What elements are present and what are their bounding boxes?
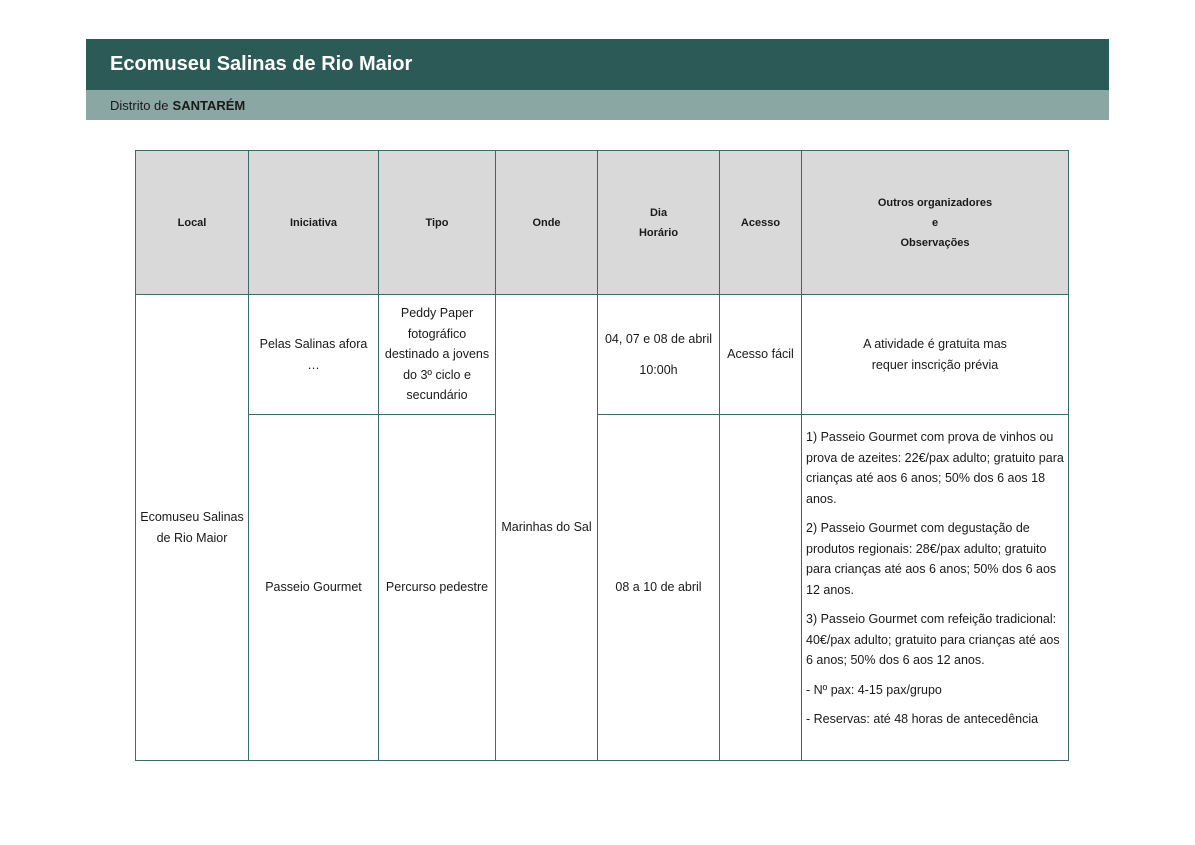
cell-dia: 04, 07 e 08 de abril	[604, 332, 713, 346]
note-item: - Reservas: até 48 horas de antecedência	[806, 712, 1039, 726]
cell-tipo: Peddy Paper fotográfico destinado a jovens do 3º ciclo e secundário	[379, 295, 496, 415]
title-bar	[86, 39, 1109, 90]
header-dia-horario	[598, 151, 720, 295]
cell-dia-horario	[598, 295, 720, 415]
note-item: - Nº pax: 4-15 pax/grupo	[806, 682, 942, 697]
header-acesso: Acesso	[720, 151, 802, 295]
cell-horario: 10:00h	[639, 362, 678, 377]
cell-onde: Marinhas do Sal	[496, 295, 598, 761]
header-iniciativa: Iniciativa	[249, 151, 379, 295]
cell-tipo: Percurso pedestre	[379, 415, 496, 761]
events-table	[135, 150, 1069, 761]
header-e: e	[931, 216, 939, 229]
header-outros-organizadores: Outros organizadores	[877, 196, 993, 209]
district-name: SANTARÉM	[172, 97, 246, 113]
district-prefix: Distrito de	[110, 97, 169, 113]
table-row	[136, 415, 1069, 761]
note-item: 2) Passeio Gourmet com degustação de produtos regionais: 28€/pax adulto; gratuito para crianças até aos 6 anos; 50% dos 6 aos 12 anos.	[806, 521, 1057, 597]
cell-iniciativa: Pelas Salinas afora …	[249, 295, 379, 415]
cell-acesso: Acesso fácil	[720, 295, 802, 415]
header-horario: Horário	[638, 226, 679, 239]
table-row	[136, 295, 1069, 415]
cell-dia: 08 a 10 de abril	[598, 415, 720, 761]
header-dia: Dia	[649, 206, 668, 219]
district-bar	[86, 90, 1109, 120]
cell-local: Ecomuseu Salinas de Rio Maior	[136, 295, 249, 761]
header-onde: Onde	[496, 151, 598, 295]
header-local: Local	[136, 151, 249, 295]
cell-acesso	[720, 415, 802, 761]
note-item: 1) Passeio Gourmet com prova de vinhos ou prova de azeites: 22€/pax adulto; gratuito para crianças até aos 6 anos; 50% dos 6 aos 18 anos.	[806, 430, 1064, 506]
cell-observacoes: A atividade é gratuita mas requer inscrição prévia	[802, 295, 1069, 415]
cell-iniciativa: Passeio Gourmet	[249, 415, 379, 761]
page-title: Ecomuseu Salinas de Rio Maior	[110, 53, 413, 75]
table-header-row	[136, 151, 1069, 295]
header-observacoes	[802, 151, 1069, 295]
header-tipo: Tipo	[379, 151, 496, 295]
note-item: 3) Passeio Gourmet com refeição tradicional: 40€/pax adulto; gratuito para crianças até aos 6 anos; 50% dos 6 aos 12 anos.	[806, 612, 1060, 667]
cell-observacoes-notes	[802, 415, 1069, 761]
header-observacoes-label: Observações	[900, 236, 970, 249]
